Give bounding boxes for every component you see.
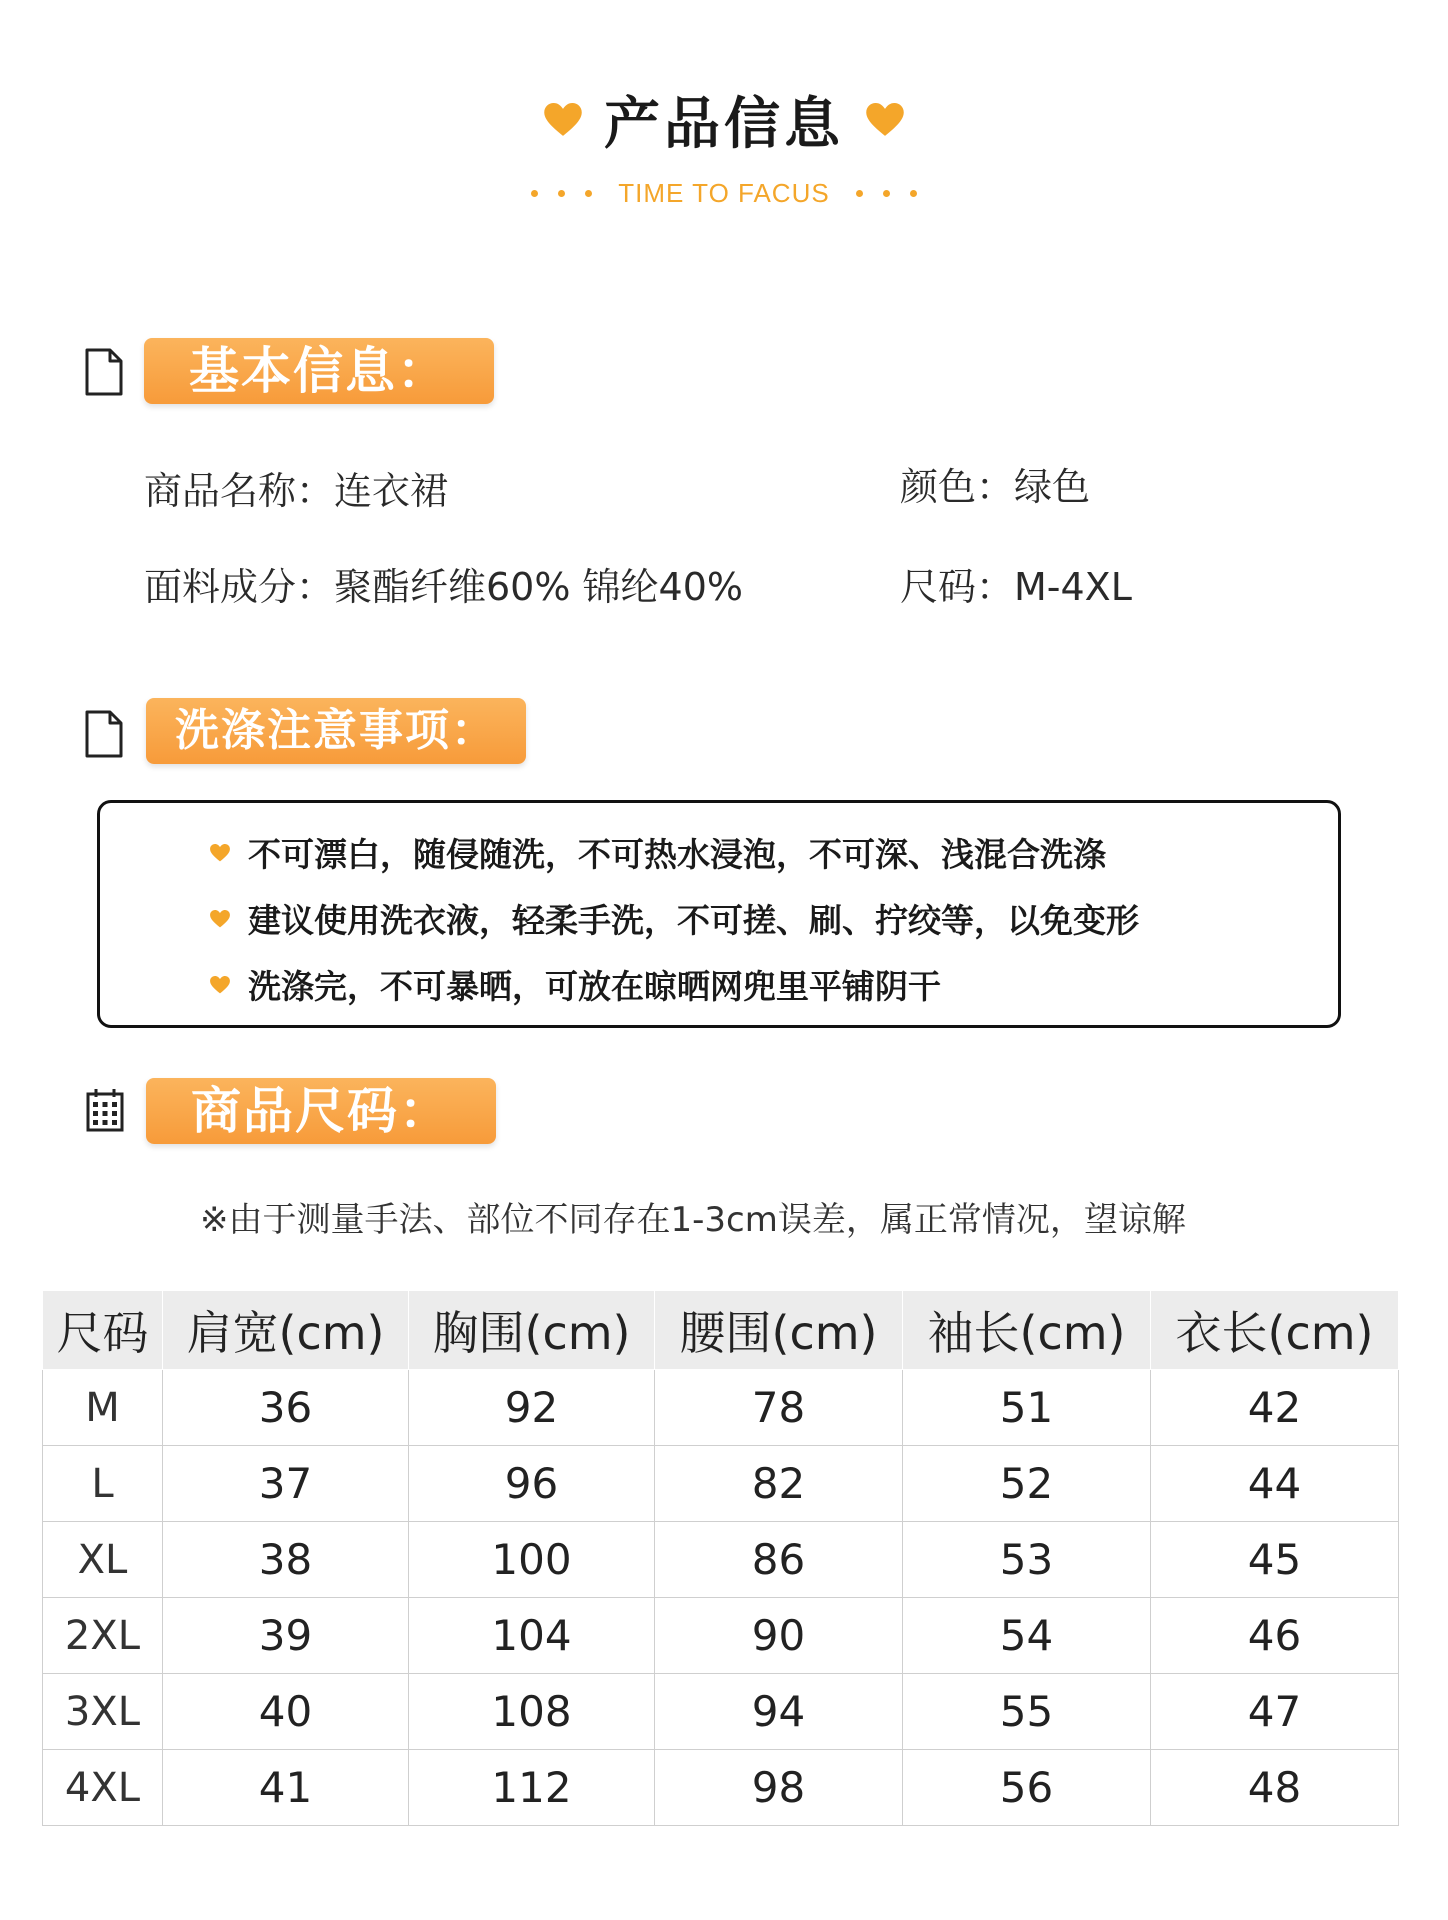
table-cell: 82 (655, 1446, 903, 1522)
table-cell: 100 (409, 1522, 655, 1598)
heart-icon (210, 976, 230, 994)
washing-item-text: 洗涤完，不可暴晒，可放在晾晒网兜里平铺阴干 (248, 967, 941, 1006)
washing-notes-box (97, 800, 1341, 1028)
table-cell: 104 (409, 1598, 655, 1674)
washing-item-text: 不可漂白，随侵随洗，不可热水浸泡，不可深、浅混合洗涤 (248, 835, 1106, 874)
table-cell: 53 (903, 1522, 1151, 1598)
table-cell: 55 (903, 1674, 1151, 1750)
washing-item-text: 建议使用洗衣液，轻柔手洗，不可搓、刷、拧绞等，以免变形 (248, 901, 1139, 940)
size-table (42, 1290, 1399, 1826)
calendar-grid-icon (86, 1088, 124, 1132)
column-header: 肩宽(cm) (163, 1291, 409, 1370)
table-cell: 44 (1151, 1446, 1399, 1522)
table-cell: 48 (1151, 1750, 1399, 1826)
size-range: 尺码：M-4XL (900, 565, 1132, 609)
table-cell: 56 (903, 1750, 1151, 1826)
table-cell: 42 (1151, 1370, 1399, 1446)
table-cell: L (43, 1446, 163, 1522)
table-cell: 51 (903, 1370, 1151, 1446)
dots-decoration (856, 190, 917, 197)
column-header: 尺码 (43, 1291, 163, 1370)
washing-item (210, 829, 1106, 876)
table-cell: 2XL (43, 1598, 163, 1674)
table-row (43, 1370, 1399, 1446)
subtitle-text: TIME TO FACUS (618, 178, 830, 208)
size-heading: 商品尺码： (146, 1078, 496, 1144)
table-cell: 45 (1151, 1522, 1399, 1598)
washing-item (210, 895, 1139, 942)
table-cell: 54 (903, 1598, 1151, 1674)
product-name: 商品名称：连衣裙 (144, 469, 449, 513)
table-cell: XL (43, 1522, 163, 1598)
document-icon (84, 710, 124, 758)
table-header-row (43, 1291, 1399, 1370)
heart-icon (866, 103, 904, 137)
table-cell: 37 (163, 1446, 409, 1522)
heart-icon (544, 103, 582, 137)
table-cell: 4XL (43, 1750, 163, 1826)
table-cell: M (43, 1370, 163, 1446)
heart-icon (210, 844, 230, 862)
table-cell: 40 (163, 1674, 409, 1750)
page-title (0, 80, 1448, 160)
washing-item (210, 961, 941, 1008)
fabric-composition: 面料成分：聚酯纤维60% 锦纶40% (144, 565, 744, 609)
column-header: 袖长(cm) (903, 1291, 1151, 1370)
product-color: 颜色：绿色 (900, 465, 1091, 509)
basic-info-heading: 基本信息： (144, 338, 494, 404)
table-cell: 38 (163, 1522, 409, 1598)
table-row (43, 1674, 1399, 1750)
table-row (43, 1598, 1399, 1674)
heart-icon (210, 910, 230, 928)
column-header: 胸围(cm) (409, 1291, 655, 1370)
document-icon (84, 348, 124, 396)
table-cell: 46 (1151, 1598, 1399, 1674)
table-cell: 3XL (43, 1674, 163, 1750)
subtitle (0, 178, 1448, 209)
table-cell: 41 (163, 1750, 409, 1826)
table-row (43, 1750, 1399, 1826)
table-cell: 92 (409, 1370, 655, 1446)
table-cell: 86 (655, 1522, 903, 1598)
measurement-note: ※由于测量手法、部位不同存在1-3cm误差，属正常情况，望谅解 (200, 1200, 1186, 1240)
table-row (43, 1522, 1399, 1598)
table-cell: 98 (655, 1750, 903, 1826)
table-row (43, 1446, 1399, 1522)
title-text: 产品信息 (604, 92, 844, 157)
table-cell: 47 (1151, 1674, 1399, 1750)
table-cell: 39 (163, 1598, 409, 1674)
column-header: 腰围(cm) (655, 1291, 903, 1370)
table-cell: 108 (409, 1674, 655, 1750)
table-cell: 36 (163, 1370, 409, 1446)
dots-decoration (531, 190, 592, 197)
table-cell: 112 (409, 1750, 655, 1826)
washing-heading: 洗涤注意事项： (146, 698, 526, 764)
table-cell: 52 (903, 1446, 1151, 1522)
table-cell: 78 (655, 1370, 903, 1446)
table-cell: 96 (409, 1446, 655, 1522)
column-header: 衣长(cm) (1151, 1291, 1399, 1370)
table-cell: 94 (655, 1674, 903, 1750)
table-cell: 90 (655, 1598, 903, 1674)
